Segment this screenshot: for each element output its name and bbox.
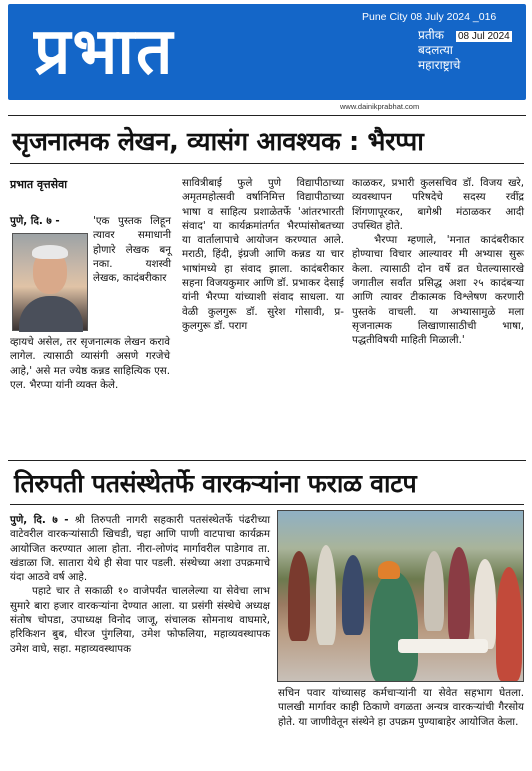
article-2-para-2: पहाटे चार ते सकाळी १० वाजेपर्यंत चाललेल्या या सेवेचा लाभ सुमारे बारा हजार वारकऱ्यांना देण्यात आला. या प्रसंगी संस्थेचे अध्यक्ष संतोष चोपडा, उपाध्यक्ष विनोद जाजू, संचालक सोमनाथ वाघमारे, हरिकिशन बुब, धीरज पुंगलिया, उमेश फोफलिया, महाव्यवस्थापक उमेश वाघे, सहा. महाव्यवस्थापक xyxy=(10,585,270,655)
article-1-headline: सृजनात्मक लेखन, व्यासंग आवश्यक : भैरप्पा xyxy=(12,127,424,157)
masthead xyxy=(0,0,532,110)
photo-person xyxy=(448,547,470,643)
article-1-intro: 'एक पुस्तक लिहून त्यावर समाधानी होणारे लेखक बनू नका. यशस्वी लेखक, कादंबरीकार xyxy=(93,215,171,285)
tagline-line-2: बदलत्या xyxy=(418,43,453,57)
masthead-tagline xyxy=(418,28,460,73)
article-2-dateline: पुणे, दि. ७ - xyxy=(10,514,69,526)
author-photo xyxy=(12,233,88,331)
divider xyxy=(10,163,524,164)
photo-hair xyxy=(32,245,68,259)
edition-label: Pune City 08 July 2024 _016 xyxy=(362,11,497,23)
article-2-para-1 xyxy=(10,513,270,584)
article-1-col-1-top xyxy=(93,214,171,285)
photo-person xyxy=(316,545,336,645)
article-1-col-1-rest: व्हायचे असेल, तर सृजनात्मक लेखन करावे लागेल. त्यासाठी व्यासंगी असणे गरजेचे आहे,' असे मत ज्येष्ठ कन्नड साहित्यिक एस. एल. भैरप्पा यांनी व्यक्त केले. xyxy=(10,336,170,391)
divider xyxy=(8,115,526,116)
photo-person xyxy=(424,551,444,631)
article-2-para-1-text: श्री तिरुपती नागरी सहकारी पतसंस्थेतर्फे पंढरीच्या वाटेवरील वारकऱ्यांसाठी खिचडी, चहा आणि पाणी वाटपाचा कार्यक्रम आयोजित करण्यात आला होता. नीरा-लोणंद मार्गावरील पाडेगाव ता. खंडाळा जि. सातारा येथे ही सेवा पार पडली. संस्थेच्या अशा उपक्रमाचे यंदा आठवे वर्ष आहे. xyxy=(10,514,270,584)
photo-cap xyxy=(378,561,400,579)
photo-person xyxy=(288,551,310,641)
photo-person xyxy=(370,571,418,682)
divider xyxy=(8,460,526,461)
tagline-line-1: प्रतीक xyxy=(418,28,444,42)
article-1-col-3-para-2: भैरप्पा म्हणाले, 'मनात कादंबरीकार होण्याचा विचार आल्यावर मी अभ्यास सुरू केला. त्यासाठी दोन वर्षे व्रत घेतल्यासारखे जगातील सर्वांत प्रसिद्ध अशा २५ कादंबऱ्या आणि त्यावर टीकात्मक विश्लेषण करणारी पुस्तके वाचली. या अभ्यासामुळे मला सृजनात्मक लिखाणासाठीची भाषा, पद्धतीविषयी माहिती मिळाली.' xyxy=(352,234,524,347)
edition-date: 08 Jul 2024 xyxy=(458,31,510,42)
event-photo xyxy=(277,510,524,682)
article-2-body xyxy=(10,513,270,656)
tagline-line-3: महाराष्ट्राचे xyxy=(418,58,461,72)
photo-person xyxy=(474,559,496,649)
photo-person xyxy=(496,567,522,681)
article-1-byline: प्रभात वृत्तसेवा xyxy=(10,178,68,191)
article-2-headline: तिरुपती पतसंस्थेतर्फे वारकऱ्यांना फराळ वाटप xyxy=(14,469,417,498)
photo-person xyxy=(342,555,364,635)
article-1-col-3-para-1: काळकर, प्रभारी कुलसचिव डॉ. विजय खरे, व्यवस्थापन परिषदेचे सदस्य रवींद्र शिंगणापूरकर, बागेश्री मंठाळकर आदी उपस्थित होते. xyxy=(352,177,524,232)
divider xyxy=(10,504,524,505)
photo-caption: सचिन पवार यांच्यासह कर्मचाऱ्यांनी या सेवेत सहभाग घेतला. पालखी मार्गावर काही ठिकाणे वगळता अन्यत्र वारकऱ्यांची गैरसोय होते. या जाणीवेतून संस्थेने हा उपक्रम पुण्याबाहेर आयोजित केला. xyxy=(278,687,524,728)
article-1-col-2: सावित्रीबाई फुले पुणे विद्यापीठाच्या अमृतमहोत्सवी वर्षानिमित्त विद्यापीठाच्या भाषा व साहित्य प्रशाळेतर्फे 'आंतरभारती संवाद' या कार्यक्रमांतर्गत भैरप्पांसोबतच्या या वार्तालापाचे आयोजन करण्यात आले. मराठी, हिंदी, इंग्रजी आणि कन्नड या चार भाषांमध्ये हा संवाद झाला. कादंबरीकार सहना विजयकुमार आणि डॉ. प्रभाकर देसाई यांनी भैरप्पा यांच्याशी संवाद साधला. या वेळी कुलगुरू डॉ. सुरेश गोसावी, प्र- कुलगुरू डॉ. पराग xyxy=(182,177,344,332)
website-url: www.dainikprabhat.com xyxy=(340,102,420,111)
photo-table xyxy=(398,639,488,653)
newspaper-logo: प्रभात xyxy=(34,14,175,89)
article-1-dateline: पुणे, दि. ७ - xyxy=(10,215,60,227)
article-1-col-3 xyxy=(352,176,524,348)
photo-shirt xyxy=(19,296,83,332)
